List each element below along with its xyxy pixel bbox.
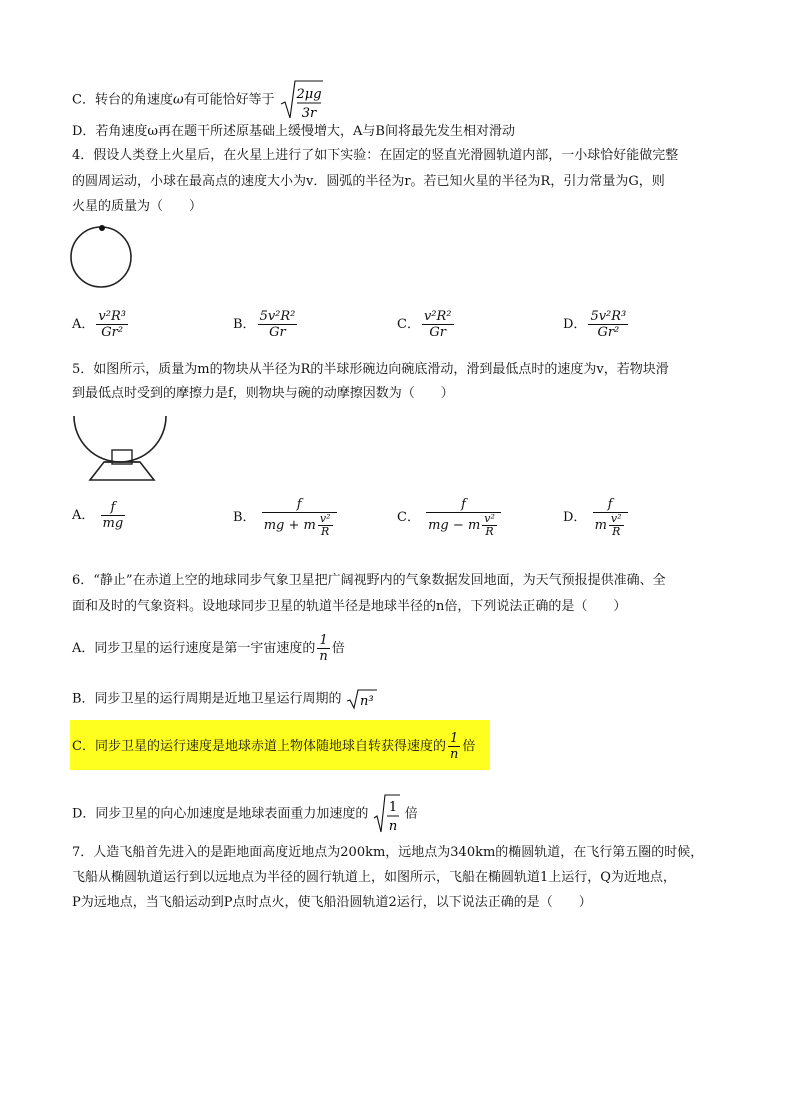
bowl-figure (68, 410, 172, 484)
svg-text:n: n (388, 819, 397, 834)
q5-option-d: D． f m $\frac{\text{v²}}{R}$ (563, 497, 630, 538)
circular-track-figure (68, 222, 136, 292)
q5-option-a: A． $\frac{f}{mg}$ (72, 500, 124, 531)
q5-stem-line2: 到最低点时受到的摩擦力是f，则物块与碗的动摩擦因数为（ ） (72, 386, 454, 401)
q3-option-c: C．转台的角速度ω有可能恰好等于 2μg 3r (72, 78, 323, 122)
svg-text:n³: n³ (359, 694, 374, 709)
q6-stem-line1: 6．“静止”在赤道上空的地球同步气象卫星把广阔视野内的气象数据发回地面，为天气预报提供准确、全 (72, 573, 666, 588)
q4-stem-line3: 火星的质量为（ ） (72, 199, 203, 214)
q7-stem-line2: 飞船从椭圆轨道运行到以远地点为半径的圆行轨道上，如图所示，飞船在椭圆轨道1上运行，Q为近地点， (72, 870, 676, 885)
q4-option-d: D． $\frac{\text{5v²R³}}{\text{Gr²}}$ (563, 309, 627, 340)
q4-option-c: C． $\frac{\text{v²R²}}{Gr}$ (397, 309, 452, 340)
q5-option-c: C． f mg − m $\frac{\text{v²}}{R}$ (397, 497, 503, 538)
q6-option-b: B．同步卫星的运行周期是近地卫星运行周期的 n³ (72, 688, 378, 710)
q7-stem-line3: P为远地点，当飞船运动到P点时点火，使飞船沿圆轨道2运行，以下说法正确的是（ ） (72, 895, 592, 910)
svg-text:1: 1 (388, 800, 397, 815)
q6-option-c: C．同步卫星的运行速度是地球赤道上物体随地球自转获得速度的 $\frac{1}{n}$ 倍 (72, 731, 476, 762)
q4-stem-line2: 的圆周运动，小球在最高点的速度大小为v．圆弧的半径为r。若已知火星的半径为R，引力常量为G，则 (72, 174, 665, 189)
q4-option-a: A． $\frac{\text{v²R³}}{\text{Gr²}}$ (72, 309, 126, 340)
q3-option-d: D．若角速度ω再在题干所述原基础上缓慢增大，A与B间将最先发生相对滑动 (72, 124, 515, 139)
q6-stem-line2: 面和及时的气象资料。设地球同步卫星的轨道半径是地球半径的n倍，下列说法正确的是（ ） (72, 599, 627, 614)
svg-text:2μg: 2μg (296, 87, 322, 102)
sqrt-expression (279, 78, 323, 122)
q6-option-a: A．同步卫星的运行速度是第一宇宙速度的 $\frac{1}{n}$ 倍 (72, 633, 345, 664)
ball-icon (99, 225, 105, 231)
q5-stem-line1: 5．如图所示，质量为m的物块从半径为R的半球形碗边向碗底滑动，滑到最低点时的速度为v，若物块滑 (72, 362, 669, 377)
svg-text:3r: 3r (301, 106, 316, 121)
q7-stem-line1: 7．人造飞船首先进入的是距地面高度近地点为200km，远地点为340km的椭圆轨道，在飞行第五圈的时候， (72, 845, 704, 860)
sqrt-n3 (346, 688, 378, 710)
q4-option-b: B． $\frac{\text{5v²R²}}{Gr}$ (233, 309, 296, 340)
q4-stem-line1: 4．假设人类登上火星后，在火星上进行了如下实验：在固定的竖直光滑圆轨道内部，一小球恰好能做完整 (72, 148, 679, 163)
sqrt-1-over-n (373, 792, 401, 836)
q6-option-d: D．同步卫星的向心加速度是地球表面重力加速度的 1 n 倍 (72, 792, 418, 836)
q5-option-b: B． f mg + m $\frac{\text{v²}}{R}$ (233, 497, 339, 538)
